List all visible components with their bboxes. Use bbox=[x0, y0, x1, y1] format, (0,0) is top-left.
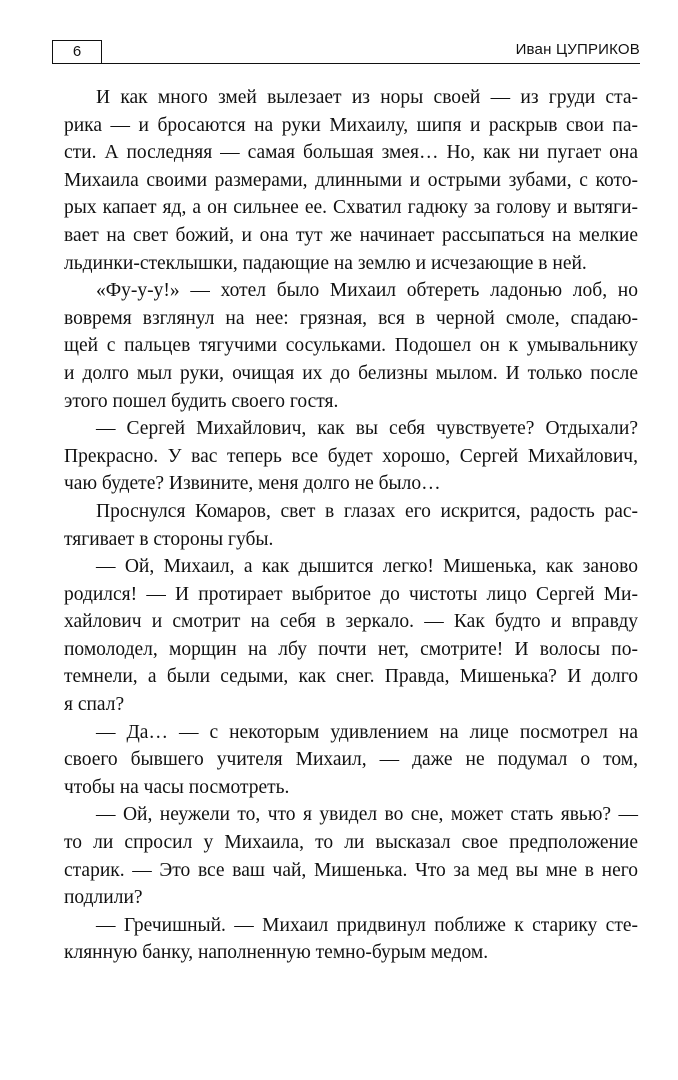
text-line: — Ой, Михаил, а как дышится легко! Мишенька, как заново bbox=[96, 556, 638, 578]
text-line: И как много змей вылезает из норы своей — из груди ста- bbox=[96, 87, 638, 108]
text-line: чтобы на часы посмотреть. bbox=[64, 776, 290, 798]
text-line: этого пошел будить своего гостя. bbox=[64, 390, 339, 412]
body-text bbox=[64, 84, 638, 967]
text-line: — Ой, неужели то, что я увидел во сне, может стать явью? — bbox=[96, 804, 638, 826]
paragraph bbox=[64, 553, 638, 719]
text-line: помолодел, морщин на лбу почти нет, смотрите! И волосы по- bbox=[64, 638, 638, 660]
text-line: — Да… — с некоторым удивлением на лице посмотрел на bbox=[96, 721, 638, 743]
page-header bbox=[52, 40, 640, 66]
paragraph bbox=[64, 498, 638, 553]
text-line: щей с пальцев тягучими сосульками. Подошел он к умывальнику bbox=[64, 335, 638, 357]
text-line: родился! — И протирает выбритое до чистоты лицо Сергей Ми- bbox=[64, 583, 638, 605]
text-line: и долго мыл руки, очищая их до белизны мылом. И только после bbox=[64, 362, 638, 384]
paragraph bbox=[64, 719, 638, 802]
text-line: вает на свет божий, и она тут же начинает рассыпаться на мелкие bbox=[64, 224, 638, 246]
text-line: Проснулся Комаров, свет в глазах его искрится, радость рас- bbox=[96, 500, 638, 522]
text-line: я спал? bbox=[64, 694, 125, 716]
text-line: подлили? bbox=[64, 887, 143, 909]
text-line: — Гречишный. — Михаил придвинул поближе к старику сте- bbox=[96, 914, 638, 936]
page-number: 6 bbox=[52, 40, 102, 64]
text-line: чаю будете? Извините, меня долго не было… bbox=[64, 473, 441, 495]
text-line: «Фу-у-у!» — хотел было Михаил обтереть ладонью лоб, но bbox=[96, 280, 638, 302]
text-line: старик. — Это все ваш чай, Мишенька. Что за мед вы мне в него bbox=[64, 859, 638, 881]
text-line: Михаила своими размерами, длинными и острыми зубами, с кото- bbox=[64, 169, 638, 191]
text-line: вовремя взглянул на нее: грязная, вся в черной смоле, спадаю- bbox=[64, 307, 638, 329]
text-line: Прекрасно. У вас теперь все будет хорошо, Сергей Михайлович, bbox=[64, 445, 638, 467]
text-line: хайлович и смотрит на себя в зеркало. — Как будто и вправду bbox=[64, 611, 638, 633]
paragraph bbox=[64, 84, 638, 277]
text-line: темнели, а были седыми, как снег. Правда, Мишенька? И долго bbox=[64, 666, 638, 688]
text-line: — Сергей Михайлович, как вы себя чувствуете? Отдыхали? bbox=[96, 418, 638, 440]
text-line: тягивает в стороны губы. bbox=[64, 528, 274, 550]
text-line: своего бывшего учителя Михаил, — даже не подумал о том, bbox=[64, 749, 638, 771]
header-rule bbox=[102, 63, 640, 64]
text-line: клянную банку, наполненную темно-бурым медом. bbox=[64, 942, 489, 964]
running-head-author: Иван ЦУПРИКОВ bbox=[515, 41, 640, 58]
text-line: то ли спросил у Михаила, то ли высказал свое предположение bbox=[64, 832, 638, 854]
paragraph bbox=[64, 277, 638, 415]
paragraph bbox=[64, 801, 638, 911]
text-line: сти. А последняя — самая большая змея… Но, как ни пугает она bbox=[64, 142, 638, 164]
text-line: рика — и бросаются на руки Михаилу, шипя и раскрыв свои па- bbox=[64, 114, 638, 136]
text-line: льдинки-стеклышки, падающие на землю и исчезающие в ней. bbox=[64, 252, 587, 274]
text-line: рых капает яд, а он сильнее ее. Схватил гадюку за голову и вытяги- bbox=[64, 197, 638, 219]
paragraph bbox=[64, 912, 638, 967]
paragraph bbox=[64, 415, 638, 498]
